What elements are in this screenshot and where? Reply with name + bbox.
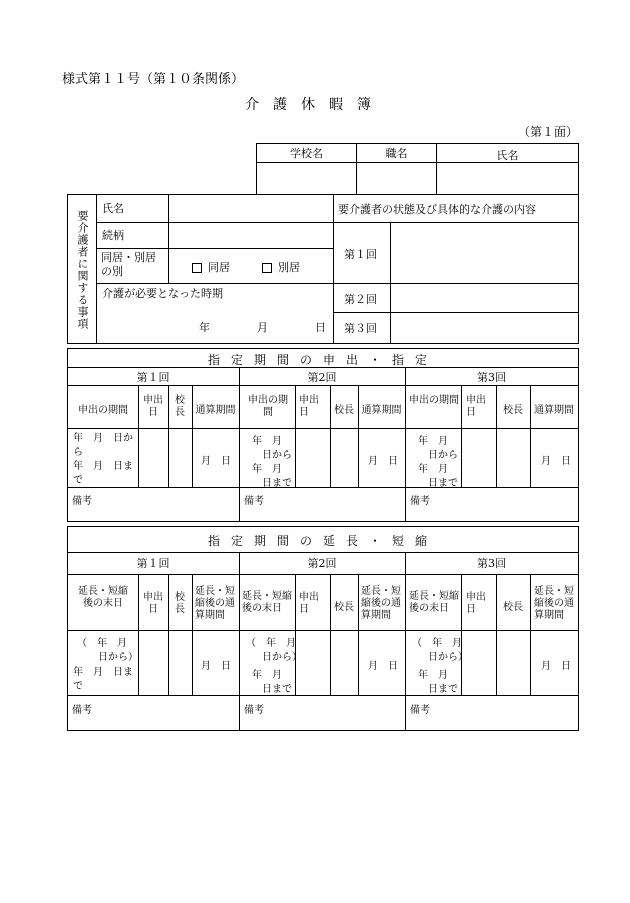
condition-round-1: 第１回 (344, 248, 377, 261)
e3-line4: 日まで (428, 684, 458, 695)
d2-line3: 年 月 (252, 464, 282, 475)
d2-col-principal: 校長 (334, 405, 354, 416)
d2-col-date: 申出日 (299, 395, 319, 418)
cohabit-checkbox[interactable] (192, 263, 202, 273)
e3-col-end: 延長・短縮後の末日 (409, 591, 459, 614)
e2-col-end: 延長・短縮後の末日 (242, 591, 292, 614)
d2-remarks: 備考 (244, 496, 264, 507)
e1-remarks: 備考 (72, 705, 92, 716)
d2-line1: 年 月 (252, 436, 282, 447)
condition-round-2: 第２回 (344, 293, 377, 306)
e3-col-total: 延長・短縮後の通算期間 (534, 586, 574, 621)
d1-col-period: 申出の期間 (78, 405, 128, 416)
e3-line3: 年 月 (418, 670, 448, 681)
extension-round-2: 第2回 (307, 557, 337, 570)
e2-total: 月 日 (368, 661, 398, 672)
e1-line3: 年 月 日まで (73, 667, 133, 692)
extension-title: 指定期間の延長・短縮 (207, 534, 438, 548)
d1-total: 月 日 (201, 456, 231, 467)
condition-round-3: 第３回 (344, 322, 377, 335)
document-title: 介護休暇簿 (245, 97, 385, 113)
e1-total: 月 日 (201, 661, 231, 672)
designation-title: 指定期間の申出・指定 (207, 353, 438, 367)
separate-checkbox[interactable] (262, 263, 272, 273)
e1-col-end: 延長・短縮後の末日 (78, 586, 128, 609)
e2-col-date: 申出日 (299, 592, 319, 615)
d2-line4: 日まで (262, 478, 292, 489)
extension-round-1: 第１回 (136, 557, 170, 570)
d1-period-to: 年 月 日まで (73, 461, 133, 486)
d3-total: 月 日 (541, 456, 571, 467)
d3-line4: 日まで (428, 478, 458, 489)
school-label: 学校名 (290, 147, 323, 160)
e3-col-date: 申出日 (466, 592, 486, 615)
care-side-label: 要介護者に関する事項 (76, 210, 89, 330)
designation-round-2: 第2回 (307, 371, 337, 384)
d3-col-principal: 校長 (503, 405, 523, 416)
d2-col-total: 通算期間 (361, 405, 402, 416)
e2-line4: 日まで (262, 684, 292, 695)
d3-remarks: 備考 (410, 496, 430, 507)
d3-col-date: 申出日 (466, 395, 486, 418)
d1-col-principal: 校長 (175, 395, 185, 418)
relation-label: 続柄 (102, 229, 124, 242)
d1-col-total: 通算期間 (195, 405, 236, 416)
e2-col-principal: 校長 (334, 602, 354, 613)
e3-line2: 日から） (428, 652, 468, 663)
position-label: 職名 (385, 147, 408, 160)
form-number: 様式第１１号（第１０条関係） (62, 72, 245, 87)
cared-name-label: 氏名 (102, 202, 124, 215)
designation-round-1: 第１回 (136, 371, 170, 384)
care-day: 日 (315, 321, 326, 334)
care-needed-label: 介護が必要となった時期 (102, 287, 223, 300)
e3-line1: （ 年 月 (412, 638, 462, 649)
d2-total: 月 日 (368, 456, 398, 467)
d2-col-period: 申出の期間 (248, 395, 288, 418)
e3-col-principal: 校長 (503, 602, 523, 613)
d3-line2: 日から (428, 450, 458, 461)
e2-remarks: 備考 (244, 705, 264, 716)
d2-line2: 日から (262, 450, 292, 461)
e2-line3: 年 月 (252, 670, 282, 681)
d3-line3: 年 月 (418, 464, 448, 475)
page-label: （第１面） (517, 125, 578, 139)
separate-option[interactable] (262, 261, 300, 274)
e2-line1: （ 年 月 (246, 638, 296, 649)
cohabit-label: 同居・別居の別 (101, 251, 156, 278)
condition-title: 要介護者の状態及び具体的な介護の内容 (338, 203, 536, 216)
e3-total: 月 日 (541, 661, 571, 672)
d3-line1: 年 月 (418, 436, 448, 447)
e1-col-date: 申出日 (143, 592, 163, 615)
d1-period-from: 年 月 日から (73, 433, 133, 458)
designation-round-3: 第3回 (477, 371, 506, 384)
d1-col-date: 申出日 (143, 395, 163, 418)
separate-text: 別居 (278, 261, 300, 274)
cohabit-option[interactable] (192, 261, 230, 274)
d3-col-total: 通算期間 (534, 405, 574, 416)
d1-remarks: 備考 (72, 496, 92, 507)
d3-col-period: 申出の期間 (409, 395, 459, 406)
e2-line2: 日から） (262, 652, 302, 663)
e2-col-total: 延長・短縮後の通算期間 (361, 586, 401, 621)
e1-col-principal: 校長 (175, 592, 185, 615)
cohabit-text: 同居 (208, 261, 230, 274)
name-label: 氏名 (496, 149, 519, 162)
e1-col-total: 延長・短縮後の通算期間 (195, 586, 235, 621)
care-month: 月 (257, 321, 268, 334)
e3-remarks: 備考 (410, 705, 430, 716)
e1-line1: （ 年 月 (77, 638, 127, 649)
e1-line2: 日から） (98, 652, 138, 663)
care-year: 年 (199, 321, 210, 334)
extension-round-3: 第3回 (477, 557, 506, 570)
